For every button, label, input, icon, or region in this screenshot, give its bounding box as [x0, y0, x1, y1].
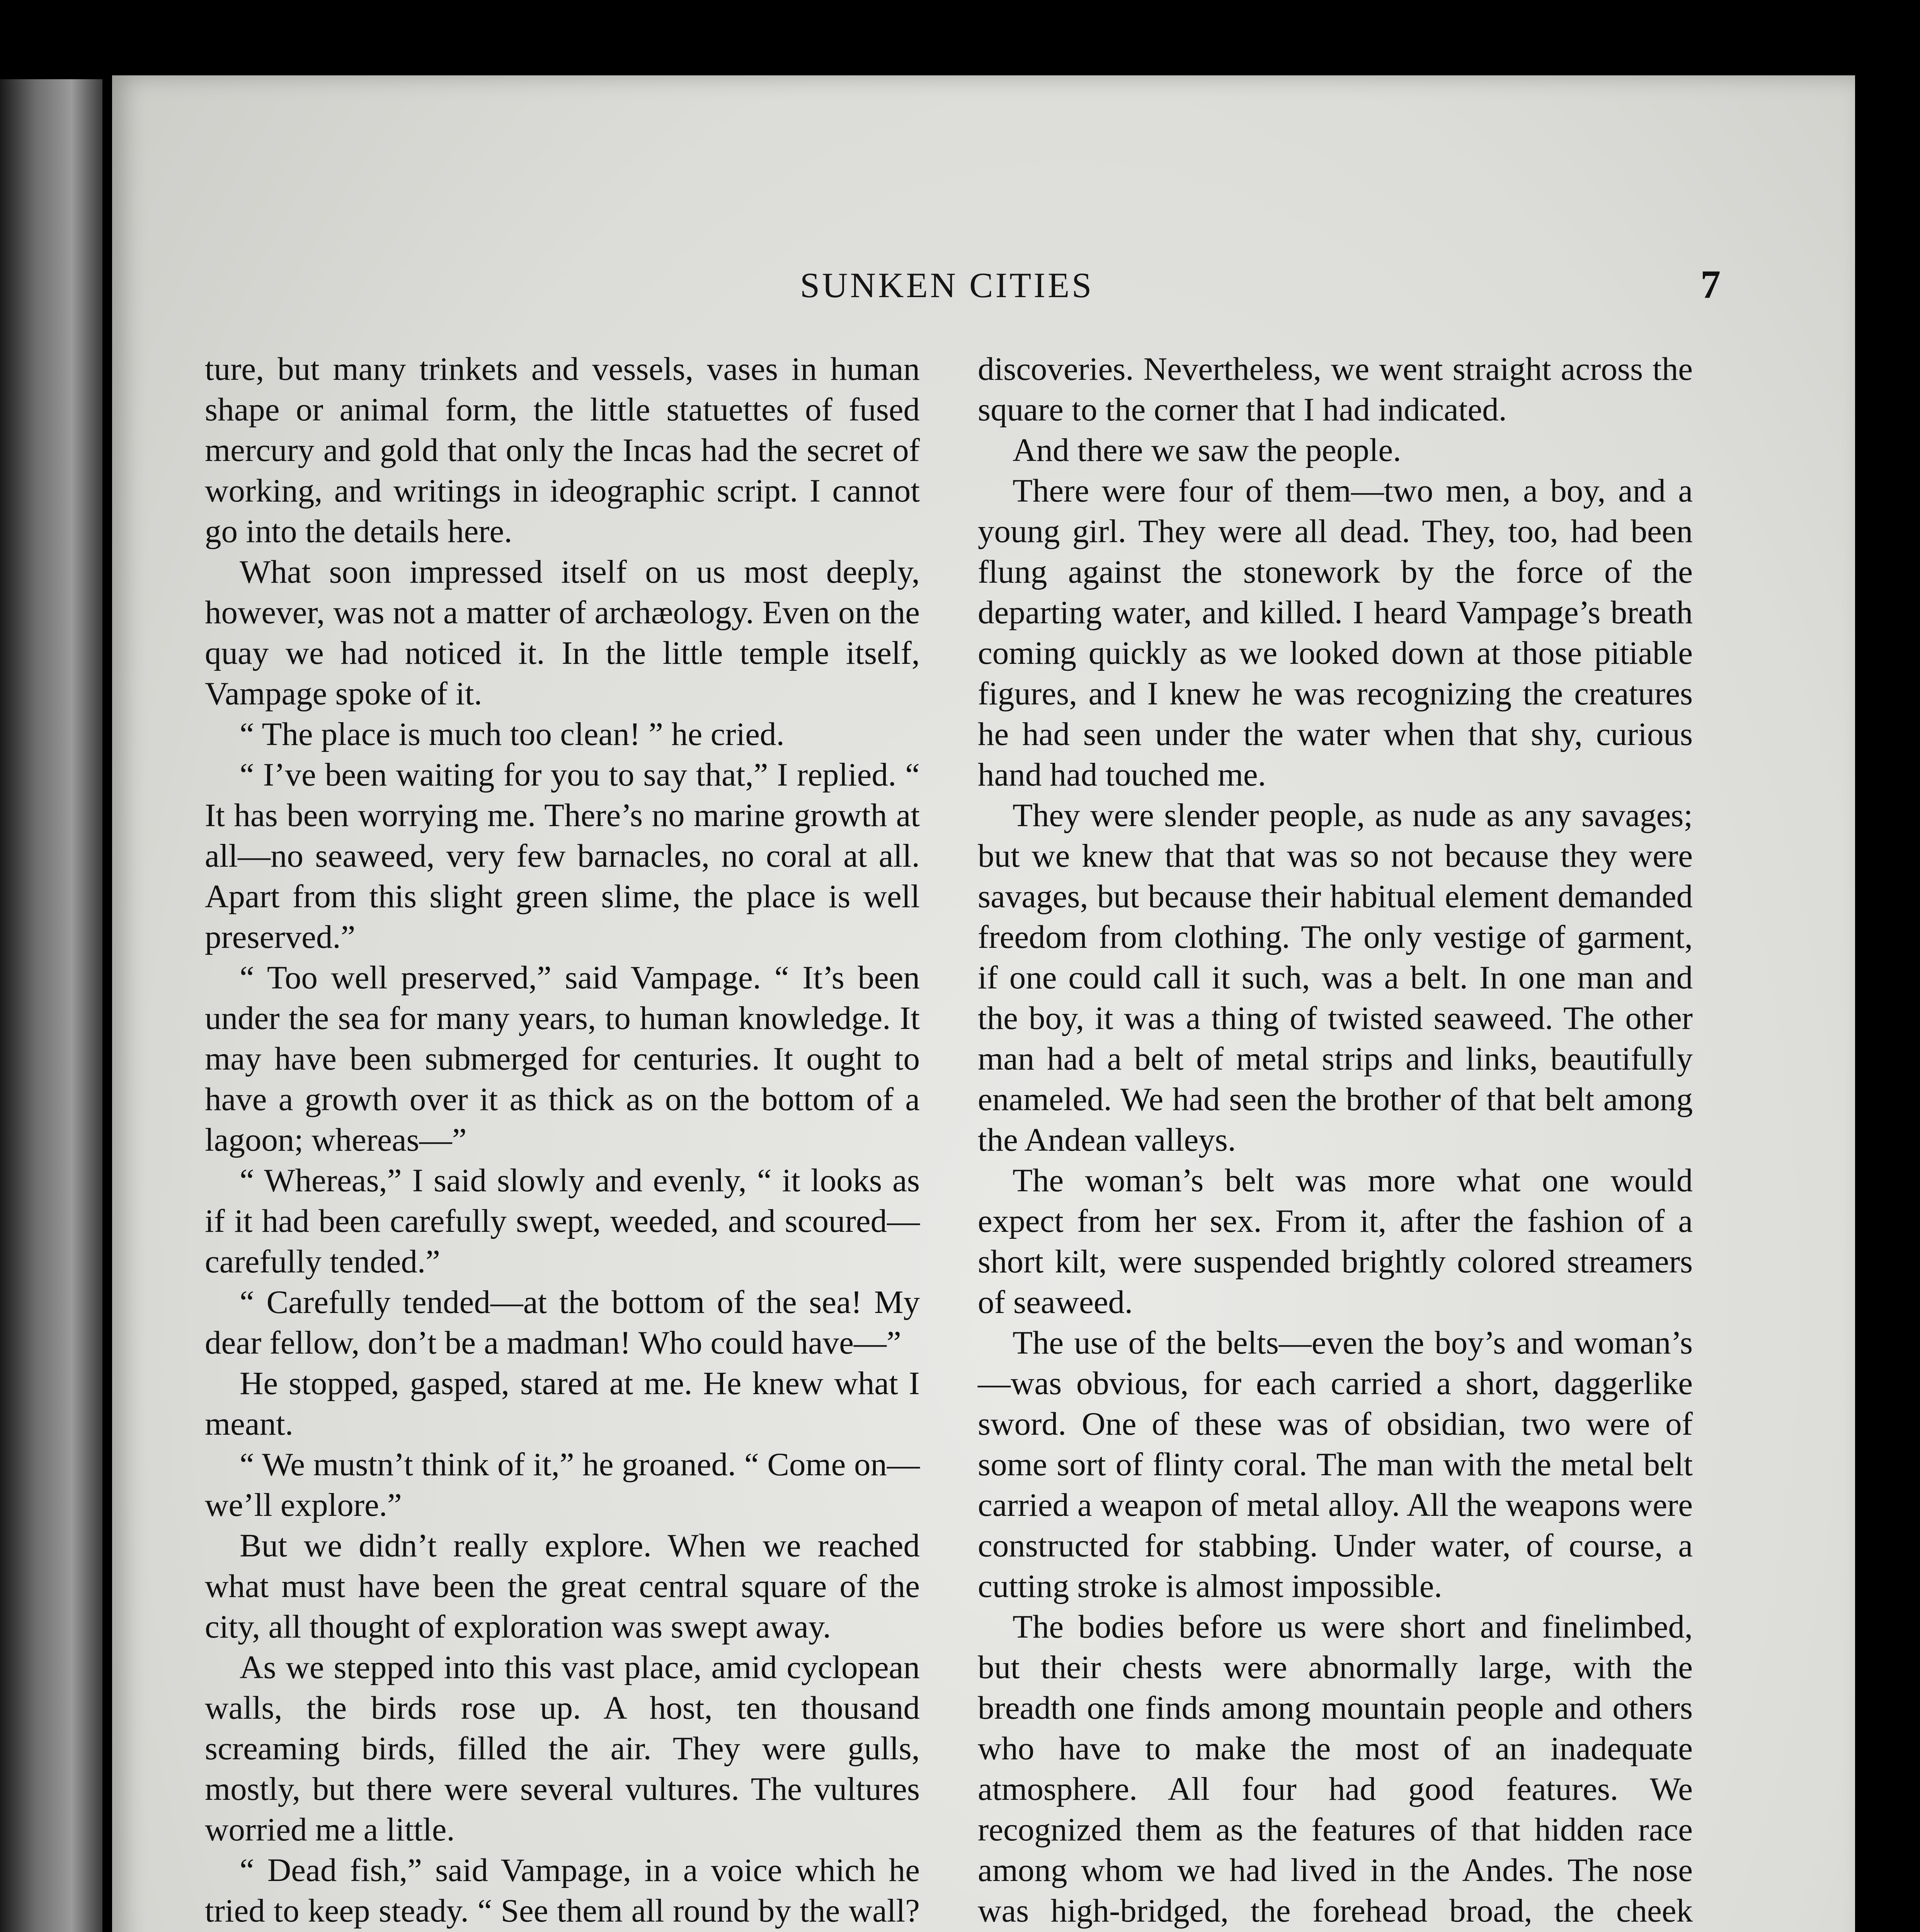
paragraph: There were four of them—two men, a boy, and a young girl. They were all dead. They, too, had been flung against the stonework by the force of the departing water, and killed. I heard Vampage’s breath coming quickly as we looked down at those pitiable figures, and I knew he was recognizing the creatures he had seen under the water when that shy, curious hand had touched me. — [978, 473, 1693, 793]
paragraph: ture, but many trinkets and vessels, vases in human shape or animal form, the little statuettes of fused mercury and gold that only the Incas had the secret of working, and writings in ideographic script. I cannot go into the details here. — [205, 351, 920, 549]
paragraph: He stopped, gasped, stared at me. He knew what I meant. — [205, 1365, 920, 1442]
paragraph: They were slender people, as nude as any savages; but we knew that that was so not because they were savages, but because their habitual element demanded freedom from clothing. The only vestige of garment, if one could call it such, was a belt. In one man and the boy, it was a thing of twisted seaweed. The other man had a belt of metal strips and links, beautifully enameled. We had seen the brother of that belt among the Andean valleys. — [978, 797, 1693, 1158]
paragraph: “ Carefully tended—at the bottom of the sea! My dear fellow, don’t be a madman! Who could have—” — [205, 1284, 920, 1361]
paragraph: “ We mustn’t think of it,” he groaned. “ Come on—we’ll explore.” — [205, 1446, 920, 1523]
paragraph: The woman’s belt was more what one would expect from her sex. From it, after the fashion of a short kilt, were suspended brightly colored streamers of seaweed. — [978, 1162, 1693, 1320]
paragraph: The use of the belts—even the boy’s and woman’s—was obvious, for each carried a short, daggerlike sword. One of these was of obsidian, two were of some sort of flinty coral. The man with the metal belt carried a weapon of metal alloy. All the weapons were constructed for stabbing. Under water, of course, a cutting stroke is almost impossible. — [978, 1325, 1693, 1604]
paragraph: What soon impressed itself on us most deeply, however, was not a matter of archæology. Even on the quay we had noticed it. In the little temple itself, Vampage spoke of it. — [205, 554, 920, 712]
running-head — [112, 262, 1855, 342]
paragraph: As we stepped into this vast place, amid cyclopean walls, the birds rose up. A host, ten thousand screaming birds, filled the air. They were gulls, mostly, but there were several vultures. The vultures worried me a little. — [205, 1649, 920, 1848]
page-number: 7 — [1700, 262, 1721, 307]
adjacent-page-edge — [0, 79, 102, 1932]
book-page — [112, 75, 1855, 1932]
paragraph: “ Whereas,” I said slowly and evenly, “ it looks as if it had been carefully swept, weeded, and scoured—carefully tended.” — [205, 1162, 920, 1280]
paragraph: discoveries. Nevertheless, we went straight across the square to the corner that I had indicated. — [978, 351, 1693, 428]
paragraph: The bodies before us were short and finelimbed, but their chests were abnormally large, with the breadth one finds among mountain people and others who have to make the most of an inadequate atmosphere. All four had good features. We recognized them as the features of that hidden race among whom we had lived in the Andes. The nose was high-bridged, the forehead broad, the cheek — [978, 1609, 1693, 1929]
paragraph: And there we saw the people. — [1013, 432, 1401, 468]
paragraph: “ Too well preserved,” said Vampage. “ It’s been under the sea for many years, to human knowledge. It may have been submerged for centuries. It ought to have a growth over it as thick as on the bottom of a lagoon; whereas—” — [205, 959, 920, 1158]
paragraph: “ I’ve been waiting for you to say that,” I replied. “ It has been worrying me. There’s no marine growth at all—no seaweed, very few barnacles, no coral at all. Apart from this slight green slime, the place is well preserved.” — [205, 757, 920, 955]
paragraph: But we didn’t really explore. When we reached what must have been the great central square of the city, all thought of exploration was swept away. — [205, 1527, 920, 1645]
left-column — [205, 349, 920, 1932]
page-heading: SUNKEN CITIES — [800, 265, 1094, 305]
right-column — [978, 349, 1693, 1932]
paragraph: “ Dead fish,” said Vampage, in a voice which he tried to keep steady. “ See them all round by the wall? — [205, 1852, 920, 1929]
paragraph: “ The place is much too clean! ” he cried. — [240, 716, 785, 752]
